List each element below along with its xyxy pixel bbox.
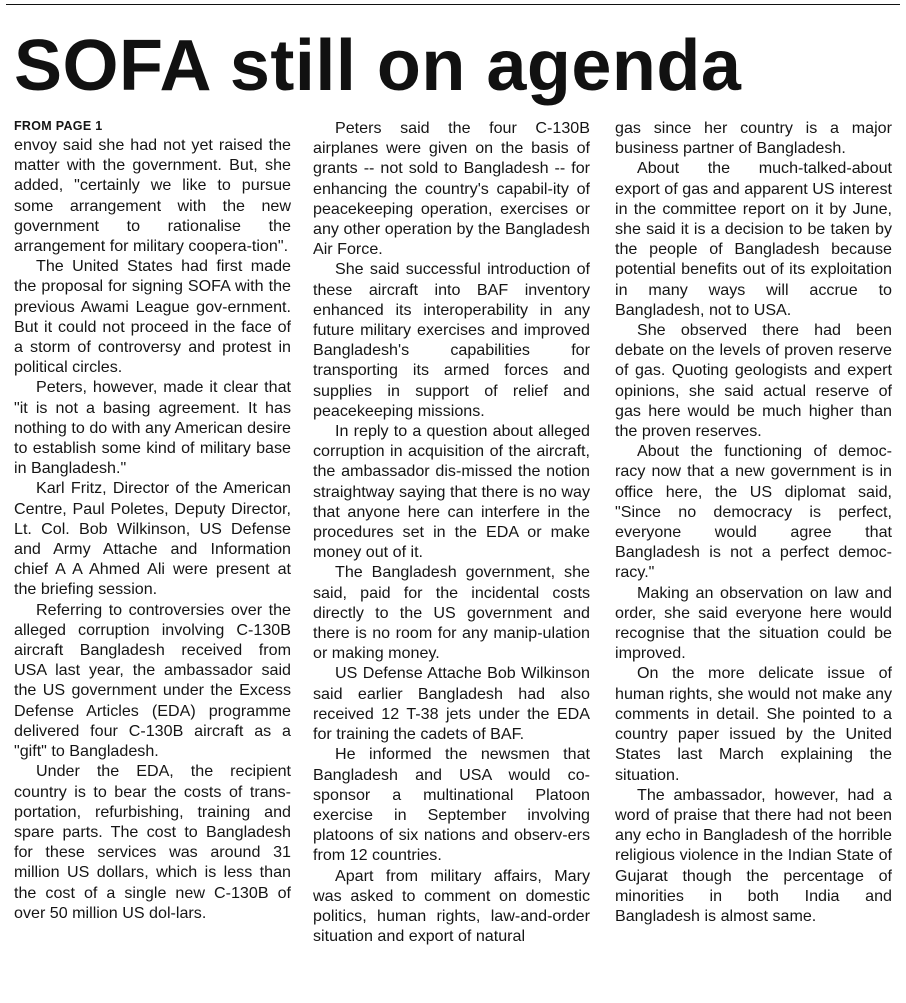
paragraph: Peters said the four C-130B airplanes were given on the basis of grants -- not sold to Bangladesh -- for enhancing the country's capabil-ity of peacekeeping operation, exercises or any other operation by the Bangladesh Air Force. bbox=[313, 119, 590, 259]
column-2 bbox=[313, 118, 590, 946]
paragraph: She said successful introduction of these aircraft into BAF inventory enhanced its interoperability in any future military exercises and improved Bangladesh's capabilities for transporting its armed forces and supplies in support of relief and peacekeeping missions. bbox=[313, 260, 590, 420]
paragraph: Karl Fritz, Director of the American Centre, Paul Poletes, Deputy Director, Lt. Col. Bob Wilkinson, US Defense and Army Attache and Information chief A A Ahmed Ali were present at the briefing session. bbox=[14, 479, 291, 599]
paragraph: Peters, however, made it clear that "it is not a basing agreement. It has nothing to do with any American desire to establish some kind of military base in Bangladesh." bbox=[14, 378, 291, 478]
paragraph: About the much-talked-about export of gas and apparent US interest in the committee report on it by June, she said it is a decision to be taken by the people of Bangladesh because potential benefits out of its exploitation in many ways will accrue to Bangladesh, not to USA. bbox=[615, 159, 892, 319]
paragraph: The ambassador, however, had a word of praise that there had not been any echo in Bangladesh of the horrible religious violence in the Indian State of Gujarat though the percentage of minorities in both India and Bangladesh is almost same. bbox=[615, 785, 892, 925]
column-3 bbox=[615, 118, 892, 926]
paragraph: gas since her country is a major business partner of Bangladesh. bbox=[615, 119, 892, 158]
paragraph: The Bangladesh government, she said, paid for the incidental costs directly to the US government and there is no room for any manip-ulation or making money. bbox=[313, 563, 590, 663]
paragraph: He informed the newsmen that Bangladesh and USA would co-sponsor a multinational Platoon exercise in September involving platoons of six nations and observ-ers from 12 countries. bbox=[313, 745, 590, 865]
paragraph: Referring to controversies over the alleged corruption involving C-130B aircraft Bangladesh received from USA last year, the ambassador said the US government under the Excess Defense Articles (EDA) programme delivered four C-130B aircraft as a "gift" to Bangladesh. bbox=[14, 600, 291, 761]
paragraph: In reply to a question about alleged corruption in acquisition of the aircraft, the ambassador dis-missed the notion straightway saying that there is no way that anyone here can interfere in the procedures set in the EDA or make money out of it. bbox=[313, 422, 590, 562]
article-body bbox=[0, 118, 906, 998]
paragraph: About the functioning of democ-racy now that a new government is in office here, the US diplomat said, "Since no democracy is perfect, everyone would agree that Bangladesh is not a perfect democ-racy." bbox=[615, 442, 892, 582]
paragraph: envoy said she had not yet raised the matter with the government. But, she added, "certainly we like to pursue some arrangement with the new government to rationalise the arrangement for military coopera-tion". bbox=[14, 136, 291, 256]
paragraph: On the more delicate issue of human rights, she would not make any comments in detail. She pointed to a country paper issued by the United States last March explaining the situation. bbox=[615, 664, 892, 784]
paragraph: Apart from military affairs, Mary was asked to comment on domestic politics, human rights, law-and-order situation and export of natural bbox=[313, 866, 590, 946]
column-1 bbox=[14, 118, 291, 923]
headline: SOFA still on agenda bbox=[14, 26, 742, 106]
dateline: FROM PAGE 1 bbox=[14, 119, 103, 133]
paragraph: Under the EDA, the recipient country is to bear the costs of trans-portation, refurbishing, training and spare parts. The cost to Bangladesh for these services was around 31 million US dollars, which is less than the cost of a single new C-130B of over 50 million US dol-lars. bbox=[14, 762, 291, 922]
paragraph: Making an observation on law and order, she said everyone here would recognise that the situation could be improved. bbox=[615, 583, 892, 663]
paragraph: She observed there had been debate on the levels of proven reserve of gas. Quoting geologists and expert opinions, she said actual reserve of gas here would be much higher than the proven reserves. bbox=[615, 321, 892, 441]
paragraph: The United States had first made the proposal for signing SOFA with the previous Awami League gov-ernment. But it could not proceed in the face of a storm of controversy and protest in political circles. bbox=[14, 257, 291, 377]
paragraph: US Defense Attache Bob Wilkinson said earlier Bangladesh had also received 12 T-38 jets under the EDA for training the cadets of BAF. bbox=[313, 664, 590, 744]
top-rule bbox=[6, 4, 900, 5]
